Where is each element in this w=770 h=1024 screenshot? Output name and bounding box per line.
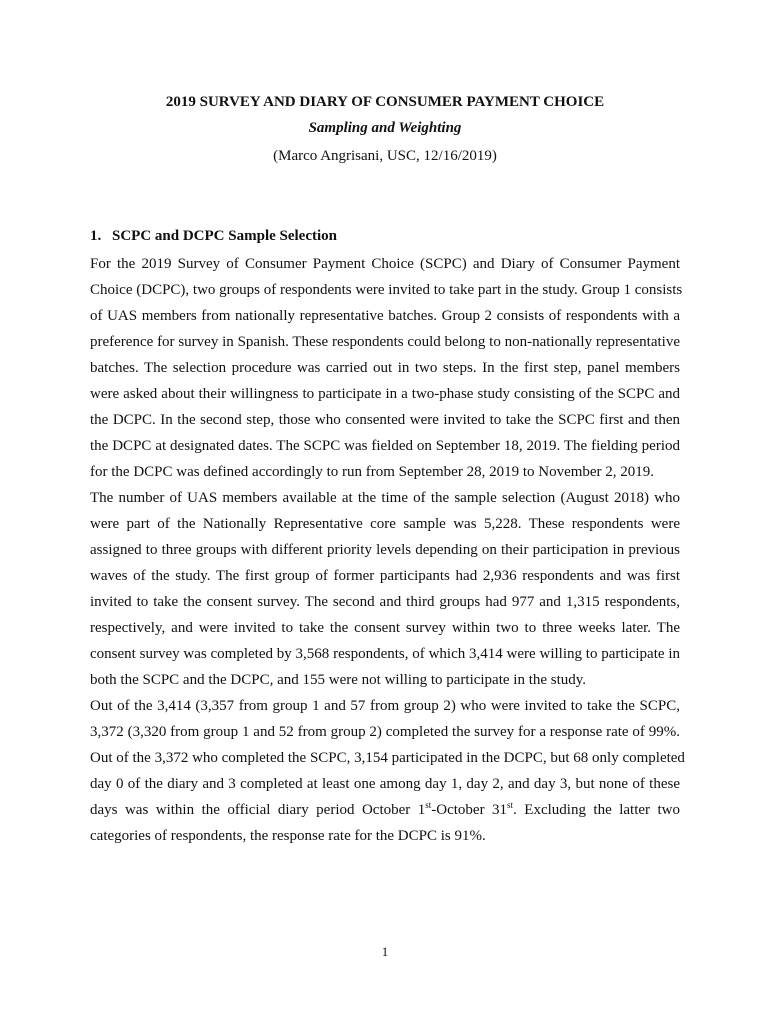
text-line: consent survey was completed by 3,568 respondents, of which 3,414 were willing to participate in (90, 646, 680, 662)
text-line: invited to take the consent survey. The second and third groups had 977 and 1,315 respondents, (90, 594, 680, 610)
text-line: day 0 of the diary and 3 completed at least one among day 1, day 2, and day 3, but none of these (90, 776, 680, 792)
document-title: 2019 SURVEY AND DIARY OF CONSUMER PAYMENT CHOICE (165, 94, 605, 110)
section-number: 1. (90, 228, 102, 244)
text-line: For the 2019 Survey of Consumer Payment Choice (SCPC) and Diary of Consumer Payment (90, 256, 680, 272)
text-line: batches. The selection procedure was carried out in two steps. In the first step, panel members (90, 360, 680, 376)
text-line-with-superscripts (90, 801, 680, 819)
page-number: 1 (381, 944, 389, 959)
text-line: categories of respondents, the response rate for the DCPC is 91%. (90, 828, 486, 844)
text-line: both the SCPC and the DCPC, and 155 were not willing to participate in the study. (90, 672, 587, 688)
text-line: Out of the 3,414 (3,357 from group 1 and 57 from group 2) who were invited to take the SCPC, (90, 698, 680, 714)
text-line: preference for survey in Spanish. These respondents could belong to non-nationally representative (90, 334, 680, 350)
text-line: of UAS members from nationally representative batches. Group 2 consists of respondents with a (90, 308, 680, 324)
text-line: the DCPC. In the second step, those who consented were invited to take the SCPC first and then (90, 412, 680, 428)
text-line: were part of the Nationally Representative core sample was 5,228. These respondents were (90, 516, 680, 532)
document-byline: (Marco Angrisani, USC, 12/16/2019) (273, 148, 497, 164)
ordinal-superscript: st (425, 800, 432, 810)
text-line: The number of UAS members available at the time of the sample selection (August 2018) who (90, 490, 680, 506)
section-heading-text: SCPC and DCPC Sample Selection (112, 228, 338, 244)
text-line: were asked about their willingness to participate in a two-phase study consisting of the SCPC and (90, 386, 680, 402)
text-segment: days was within the official diary period October 1 (90, 802, 426, 818)
text-line: respectively, and were invited to take the consent survey within two to three weeks later. The (90, 620, 680, 636)
ordinal-superscript: st (507, 800, 514, 810)
text-line: 3,372 (3,320 from group 1 and 52 from group 2) completed the survey for a response rate of 99%. (90, 724, 680, 740)
text-segment: . Excluding the latter two (513, 802, 680, 818)
text-line: Out of the 3,372 who completed the SCPC, 3,154 participated in the DCPC, but 68 only completed (90, 750, 685, 766)
text-line: assigned to three groups with different priority levels depending on their participation in previous (90, 542, 680, 558)
text-line: for the DCPC was defined accordingly to run from September 28, 2019 to November 2, 2019. (90, 464, 655, 480)
section-heading (90, 228, 337, 245)
document-subtitle: Sampling and Weighting (308, 120, 462, 136)
text-line: the DCPC at designated dates. The SCPC was fielded on September 18, 2019. The fielding period (90, 438, 680, 454)
text-line: Choice (DCPC), two groups of respondents were invited to take part in the study. Group 1 consists (90, 282, 683, 298)
text-segment: -October 31 (431, 802, 508, 818)
text-line: waves of the study. The first group of former participants had 2,936 respondents and was first (90, 568, 680, 584)
